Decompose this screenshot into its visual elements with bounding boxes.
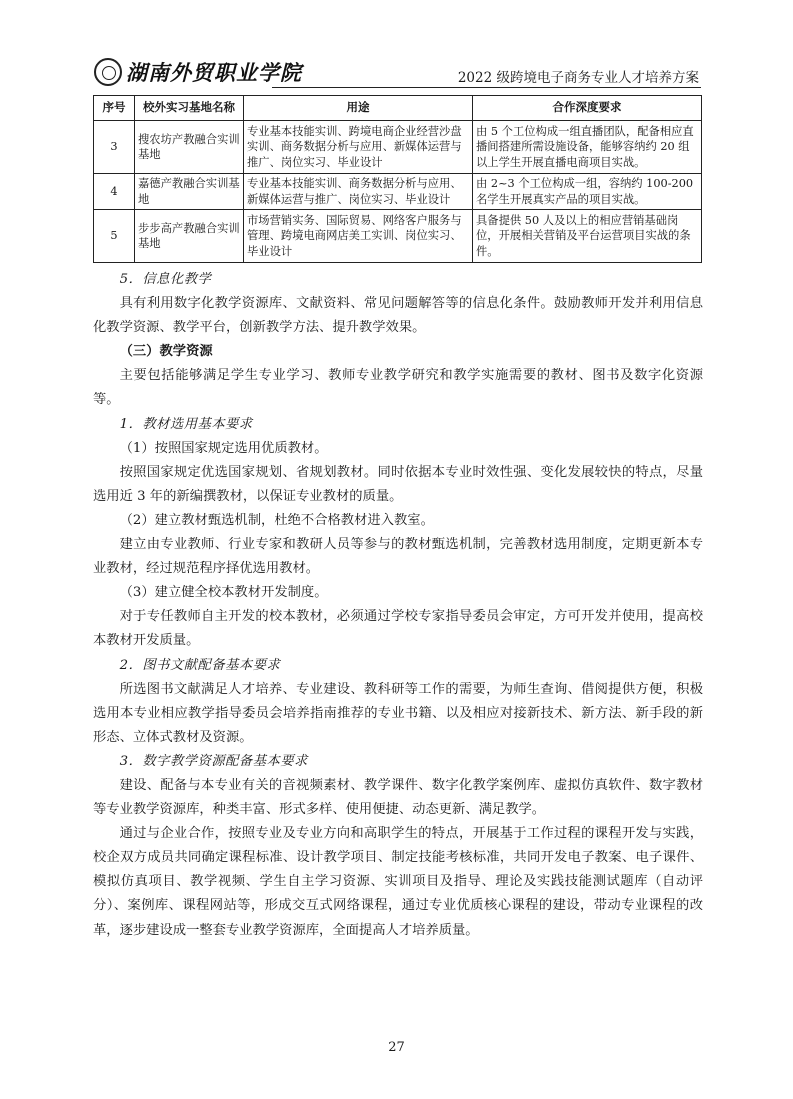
- column-header-base-name: 校外实习基地名称: [135, 96, 244, 121]
- base-name: 嘉德产教融合实训基地: [135, 174, 244, 210]
- section-heading-informatization: 5．信息化教学: [119, 272, 212, 287]
- subheading-digital-resources: 3．数字教学资源配备基本要求: [119, 753, 308, 769]
- paragraph: 主要包括能够满足学生专业学习、教师专业教学研究和教学实施需要的教材、图书及数字化资源等。: [93, 368, 703, 408]
- column-header-usage: 用途: [244, 96, 473, 121]
- base-name: 搜农坊产教融合实训基地: [135, 121, 244, 174]
- training-base-table: [93, 95, 702, 263]
- base-usage: 专业基本技能实训、跨境电商企业经营沙盘实训、商务数据分析与应用、新媒体运营与推广、岗位实习、毕业设计: [244, 121, 473, 174]
- paragraph: （2）建立教材甄选机制，杜绝不合格教材进入教室。: [119, 512, 434, 528]
- base-usage: 市场营销实务、国际贸易、网络客户服务与管理、跨境电商网店美工实训、岗位实习、毕业设计: [244, 210, 473, 263]
- subheading-textbook-selection: 1．教材选用基本要求: [119, 416, 253, 432]
- paragraph: （1）按照国家规定选用优质教材。: [119, 440, 328, 456]
- row-index: 3: [94, 121, 135, 174]
- cooperation-requirement: 具备提供 50 人及以上的相应营销基础岗位，开展相关营销及平台运营项目实战的条件。: [473, 210, 702, 263]
- paragraph: 通过与企业合作，按照专业及专业方向和高职学生的特点，开展基于工作过程的课程开发与实践，校企双方成员共同确定课程标准、设计教学项目、制定技能考核标准，共同开发电子教案、电子课件、模拟仿真项目、教学视频、学生自主学习资源、实训项目及指导、理论及实践技能测试题库（自动评分）、案例库、课程网站等，形成交互式网络课程，通过专业优质核心课程的建设，带动专业课程的改革，逐步建设成一整套专业教学资源库，全面提高人才培养质量。: [93, 826, 703, 938]
- school-seal-icon: [94, 58, 122, 86]
- table-row: [94, 210, 702, 263]
- body-text: [93, 268, 703, 943]
- paragraph: 建立由专业教师、行业专家和教研人员等参与的教材甄选机制，完善教材选用制度，定期更新本专业教材，经过规范程序择优选用教材。: [93, 537, 703, 577]
- school-name-calligraphy: 湖南外贸职业学院: [126, 60, 302, 85]
- school-logo: [94, 56, 302, 88]
- row-index: 4: [94, 174, 135, 210]
- table-row: [94, 121, 702, 174]
- paragraph: 具有利用数字化教学资源库、文献资料、常见问题解答等的信息化条件。鼓励教师开发并利用信息化教学资源、教学平台，创新教学方法、提升教学效果。: [93, 296, 703, 336]
- page-header: [94, 56, 701, 90]
- cooperation-requirement: 由 5 个工位构成一组直播团队，配备相应直播间搭建所需设施设备，能够容纳约 20 组以上学生开展直播电商项目实战。: [473, 121, 702, 174]
- table-row: [94, 174, 702, 210]
- row-index: 5: [94, 210, 135, 263]
- column-header-cooperation: 合作深度要求: [473, 96, 702, 121]
- subheading-library-resources: 2．图书文献配备基本要求: [119, 657, 281, 673]
- header-rule: [272, 87, 701, 88]
- section-heading-teaching-resources: （三）教学资源: [119, 344, 213, 360]
- paragraph: 对于专任教师自主开发的校本教材，必须通过学校专家指导委员会审定，方可开发并使用，提高校本教材开发质量。: [93, 609, 703, 649]
- base-name: 步步高产教融合实训基地: [135, 210, 244, 263]
- paragraph: （3）建立健全校本教材开发制度。: [119, 585, 328, 601]
- page-number: 27: [388, 1040, 405, 1055]
- document-title: 2022 级跨境电子商务专业人才培养方案: [457, 70, 699, 86]
- paragraph: 所选图书文献满足人才培养、专业建设、教科研等工作的需要，为师生查询、借阅提供方便，积极选用本专业相应教学指导委员会培养指南推荐的专业书籍、以及相应对接新技术、新方法、新手段的新形态、立体式教材及资源。: [93, 681, 703, 745]
- column-header-index: 序号: [94, 96, 135, 121]
- paragraph: 建设、配备与本专业有关的音视频素材、教学课件、数字化教学案例库、虚拟仿真软件、数字教材等专业教学资源库，种类丰富、形式多样、使用便捷、动态更新、满足教学。: [93, 777, 703, 818]
- cooperation-requirement: 由 2~3 个工位构成一组，容纳约 100-200 名学生开展真实产品的项目实战。: [473, 174, 702, 210]
- base-usage: 专业基本技能实训、商务数据分析与应用、新媒体运营与推广、岗位实习、毕业设计: [244, 174, 473, 210]
- table-header-row: [94, 96, 702, 121]
- paragraph: 按照国家规定优选国家规划、省规划教材。同时依据本专业时效性强、变化发展较快的特点，尽量选用近 3 年的新编撰教材，以保证专业教材的质量。: [93, 464, 703, 504]
